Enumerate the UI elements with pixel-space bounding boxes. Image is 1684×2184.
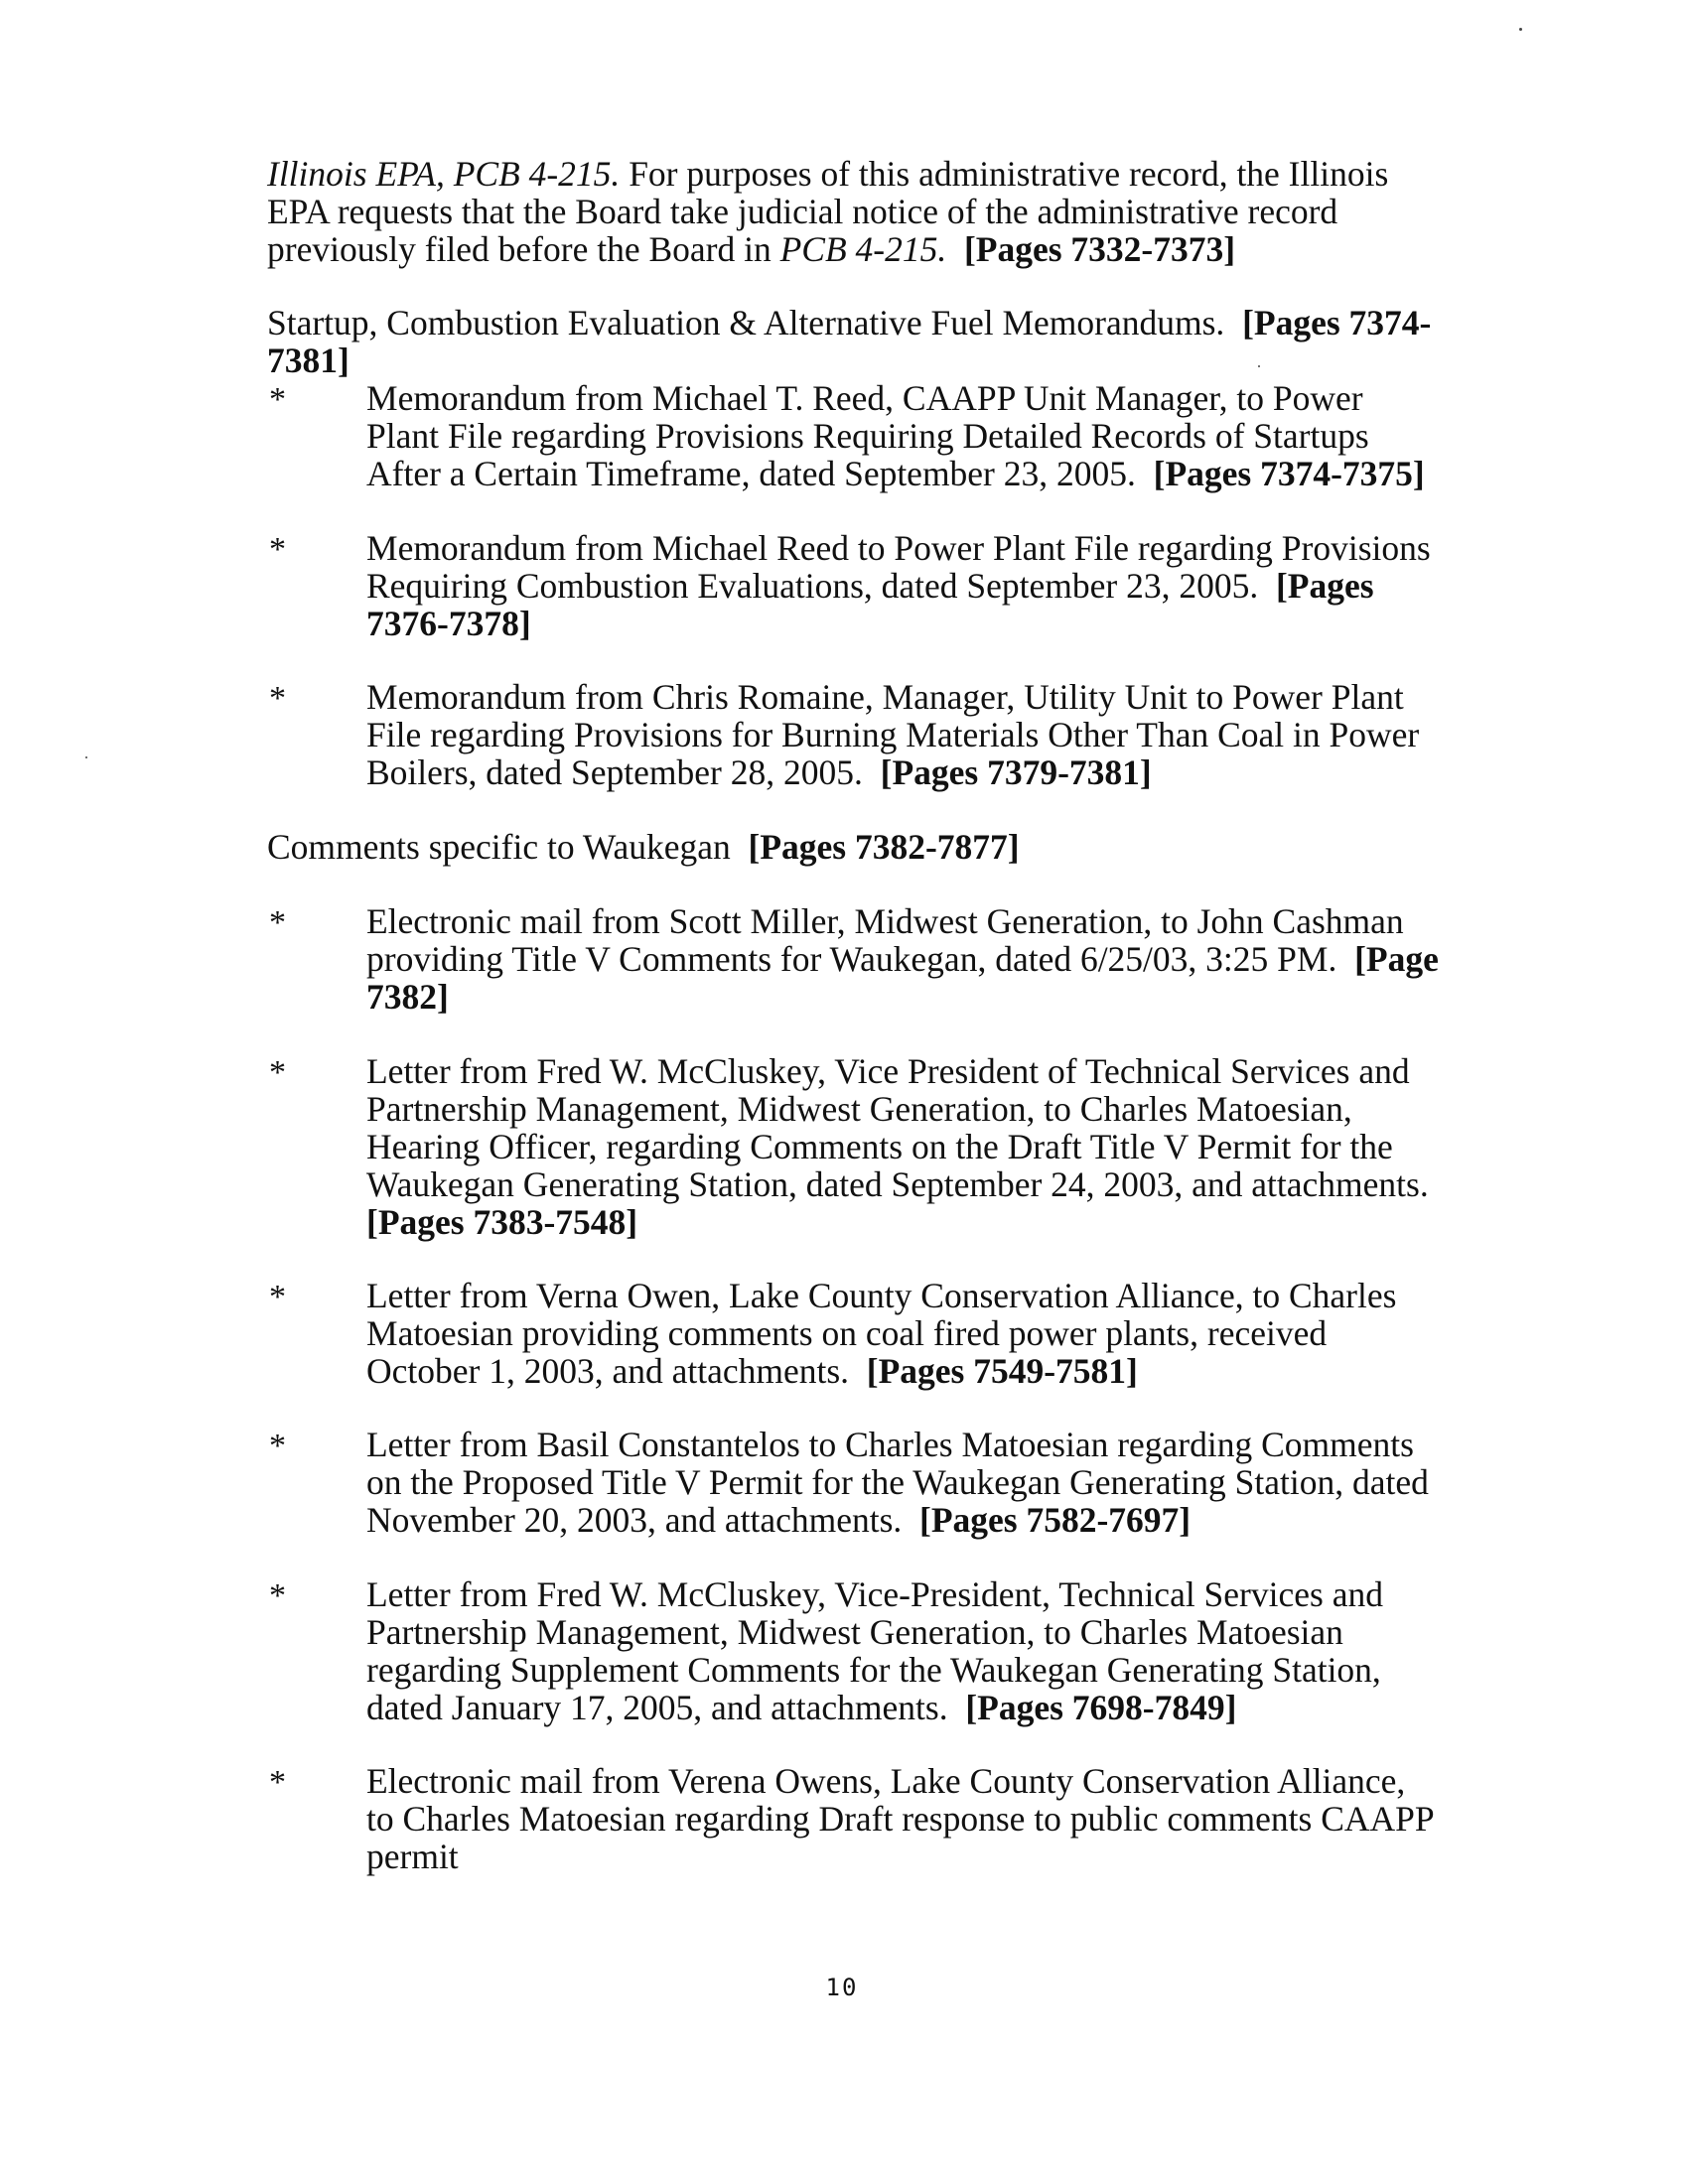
page-number: 10 bbox=[825, 1974, 859, 2001]
item-description: Memorandum from Chris Romaine, Manager, Utility Unit to Power Plant File regarding Provisions for Burning Materials Other Than Coal in Power Boilers, dated September 28, 2005. bbox=[366, 677, 1420, 792]
intro-case-citation-2: PCB 4-215. bbox=[779, 229, 947, 269]
bullet-asterisk: * bbox=[269, 904, 286, 941]
list-item-text bbox=[366, 1762, 1439, 1875]
item-description: Letter from Fred W. McCluskey, Vice President of Technical Services and Partnership Management, Midwest Generation, to Charles Matoesian, Hearing Officer, regarding Comments on the Draft Title V Permit for the Waukegan Generating Station, dated September 24, 2003, and attachments. bbox=[366, 1051, 1429, 1204]
item-page-ref: [Pages 7549-7581] bbox=[866, 1351, 1138, 1391]
list-item-text bbox=[366, 1277, 1439, 1390]
item-page-ref: [Page 7382] bbox=[366, 939, 1439, 1017]
scan-speck bbox=[85, 756, 87, 758]
section-heading-startup bbox=[267, 304, 1439, 379]
section-heading-waukegan bbox=[267, 828, 1439, 866]
list-item-text bbox=[366, 902, 1439, 1016]
list-item-text bbox=[366, 1426, 1439, 1539]
bullet-asterisk: * bbox=[269, 531, 286, 568]
list-item-text bbox=[366, 678, 1439, 791]
item-page-ref: [Pages 7376-7378] bbox=[366, 566, 1374, 643]
list-item-text bbox=[366, 379, 1439, 492]
bullet-asterisk: * bbox=[269, 1577, 286, 1614]
bullet-asterisk: * bbox=[269, 1764, 286, 1801]
section-heading-ref: [Pages 7382-7877] bbox=[748, 827, 1020, 867]
item-description: Electronic mail from Verena Owens, Lake County Conservation Alliance, to Charles Matoesian regarding Draft response to public comments CAAPP permit bbox=[366, 1761, 1434, 1876]
item-page-ref: [Pages 7383-7548] bbox=[366, 1202, 638, 1242]
list-item-text bbox=[366, 529, 1439, 642]
section-heading-text: Comments specific to Waukegan bbox=[267, 827, 731, 867]
section-heading-text: Startup, Combustion Evaluation & Alternative Fuel Memorandums. bbox=[267, 303, 1225, 342]
intro-page-ref: [Pages 7332-7373] bbox=[963, 229, 1236, 269]
intro-paragraph bbox=[267, 155, 1439, 268]
bullet-asterisk: * bbox=[269, 1428, 286, 1464]
scan-speck bbox=[1519, 28, 1522, 31]
item-page-ref: [Pages 7698-7849] bbox=[965, 1688, 1237, 1727]
item-description: Letter from Verna Owen, Lake County Conservation Alliance, to Charles Matoesian providing comments on coal fired power plants, received October 1, 2003, and attachments. bbox=[366, 1276, 1397, 1391]
item-description: Letter from Fred W. McCluskey, Vice-President, Technical Services and Partnership Management, Midwest Generation, to Charles Matoesian regarding Supplement Comments for the Waukegan Generating Station, dated January 17, 2005, and attachments. bbox=[366, 1574, 1383, 1727]
section-heading-ref: [Pages 7374-7381] bbox=[267, 303, 1432, 380]
item-description: Letter from Basil Constantelos to Charles Matoesian regarding Comments on the Proposed Title V Permit for the Waukegan Generating Station, dated November 20, 2003, and attachments. bbox=[366, 1425, 1429, 1540]
intro-text: For purposes of this administrative record, the Illinois EPA requests that the Board take judicial notice of the administrative record previously filed before the Board in bbox=[267, 154, 1389, 269]
item-page-ref: [Pages 7379-7381] bbox=[880, 752, 1152, 792]
bullet-asterisk: * bbox=[269, 1054, 286, 1091]
item-description: Memorandum from Michael Reed to Power Plant File regarding Provisions Requiring Combustion Evaluations, dated September 23, 2005. bbox=[366, 528, 1431, 606]
scan-speck bbox=[1258, 365, 1260, 367]
item-description: Memorandum from Michael T. Reed, CAAPP Unit Manager, to Power Plant File regarding Provisions Requiring Detailed Records of Startups After a Certain Timeframe, dated September 23, 2005. bbox=[366, 378, 1369, 493]
bullet-asterisk: * bbox=[269, 680, 286, 717]
bullet-asterisk: * bbox=[269, 381, 286, 418]
list-item-text bbox=[366, 1052, 1439, 1241]
bullet-asterisk: * bbox=[269, 1279, 286, 1315]
list-item-text bbox=[366, 1575, 1439, 1726]
item-page-ref: [Pages 7582-7697] bbox=[919, 1500, 1192, 1540]
item-description: Electronic mail from Scott Miller, Midwest Generation, to John Cashman providing Title V Comments for Waukegan, dated 6/25/03, 3:25 PM. bbox=[366, 901, 1404, 979]
intro-case-citation: Illinois EPA, PCB 4-215. bbox=[267, 154, 621, 194]
item-page-ref: [Pages 7374-7375] bbox=[1153, 454, 1425, 493]
